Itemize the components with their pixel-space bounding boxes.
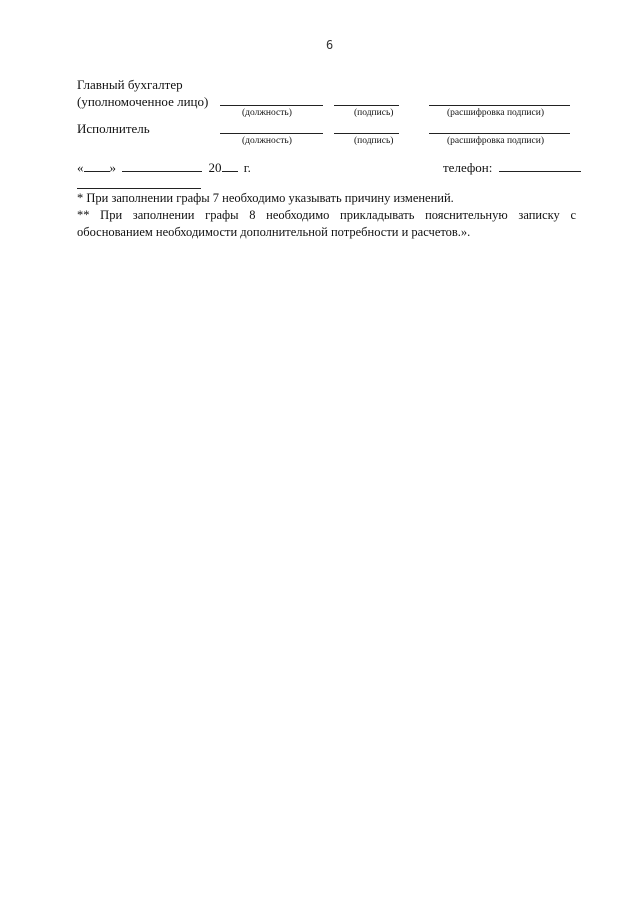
chief-position-caption: (должность) xyxy=(242,108,292,118)
chief-decoding-caption: (расшифровка подписи) xyxy=(447,108,544,118)
day-blank xyxy=(84,160,110,172)
phone-label: телефон: xyxy=(443,160,493,175)
year-blank xyxy=(222,160,238,172)
chief-signature-line xyxy=(334,105,399,106)
footnote-2-line-2: обоснованием необходимости дополнительной потребности и расчетов.». xyxy=(77,225,471,239)
executor-decoding-caption: (расшифровка подписи) xyxy=(447,136,544,146)
chief-accountant-label: Главный бухгалтер xyxy=(77,77,183,92)
executor-decoding-line xyxy=(429,133,570,134)
phone-field xyxy=(443,160,581,176)
executor-position-caption: (должность) xyxy=(242,136,292,146)
executor-position-line xyxy=(220,133,323,134)
phone-blank xyxy=(499,160,581,172)
chief-decoding-line xyxy=(429,105,570,106)
footnote-1: * При заполнении графы 7 необходимо указывать причину изменений. xyxy=(77,191,454,205)
executor-label: Исполнитель xyxy=(77,121,150,136)
date-close-quote: » xyxy=(109,160,116,175)
chief-signature-caption: (подпись) xyxy=(354,108,394,118)
chief-position-line xyxy=(220,105,323,106)
page-number: 6 xyxy=(326,38,334,52)
footnote-2-line-1: ** При заполнении графы 8 необходимо прикладывать пояснительную записку с xyxy=(77,208,576,222)
date-field xyxy=(77,160,251,176)
executor-signature-caption: (подпись) xyxy=(354,136,394,146)
year-prefix: 20 xyxy=(208,160,222,175)
date-open-quote: « xyxy=(77,160,84,175)
year-suffix: г. xyxy=(243,160,251,175)
footnote-separator xyxy=(77,188,201,189)
executor-signature-line xyxy=(334,133,399,134)
authorized-person-label: (уполномоченное лицо) xyxy=(77,94,209,109)
month-blank xyxy=(122,160,202,172)
